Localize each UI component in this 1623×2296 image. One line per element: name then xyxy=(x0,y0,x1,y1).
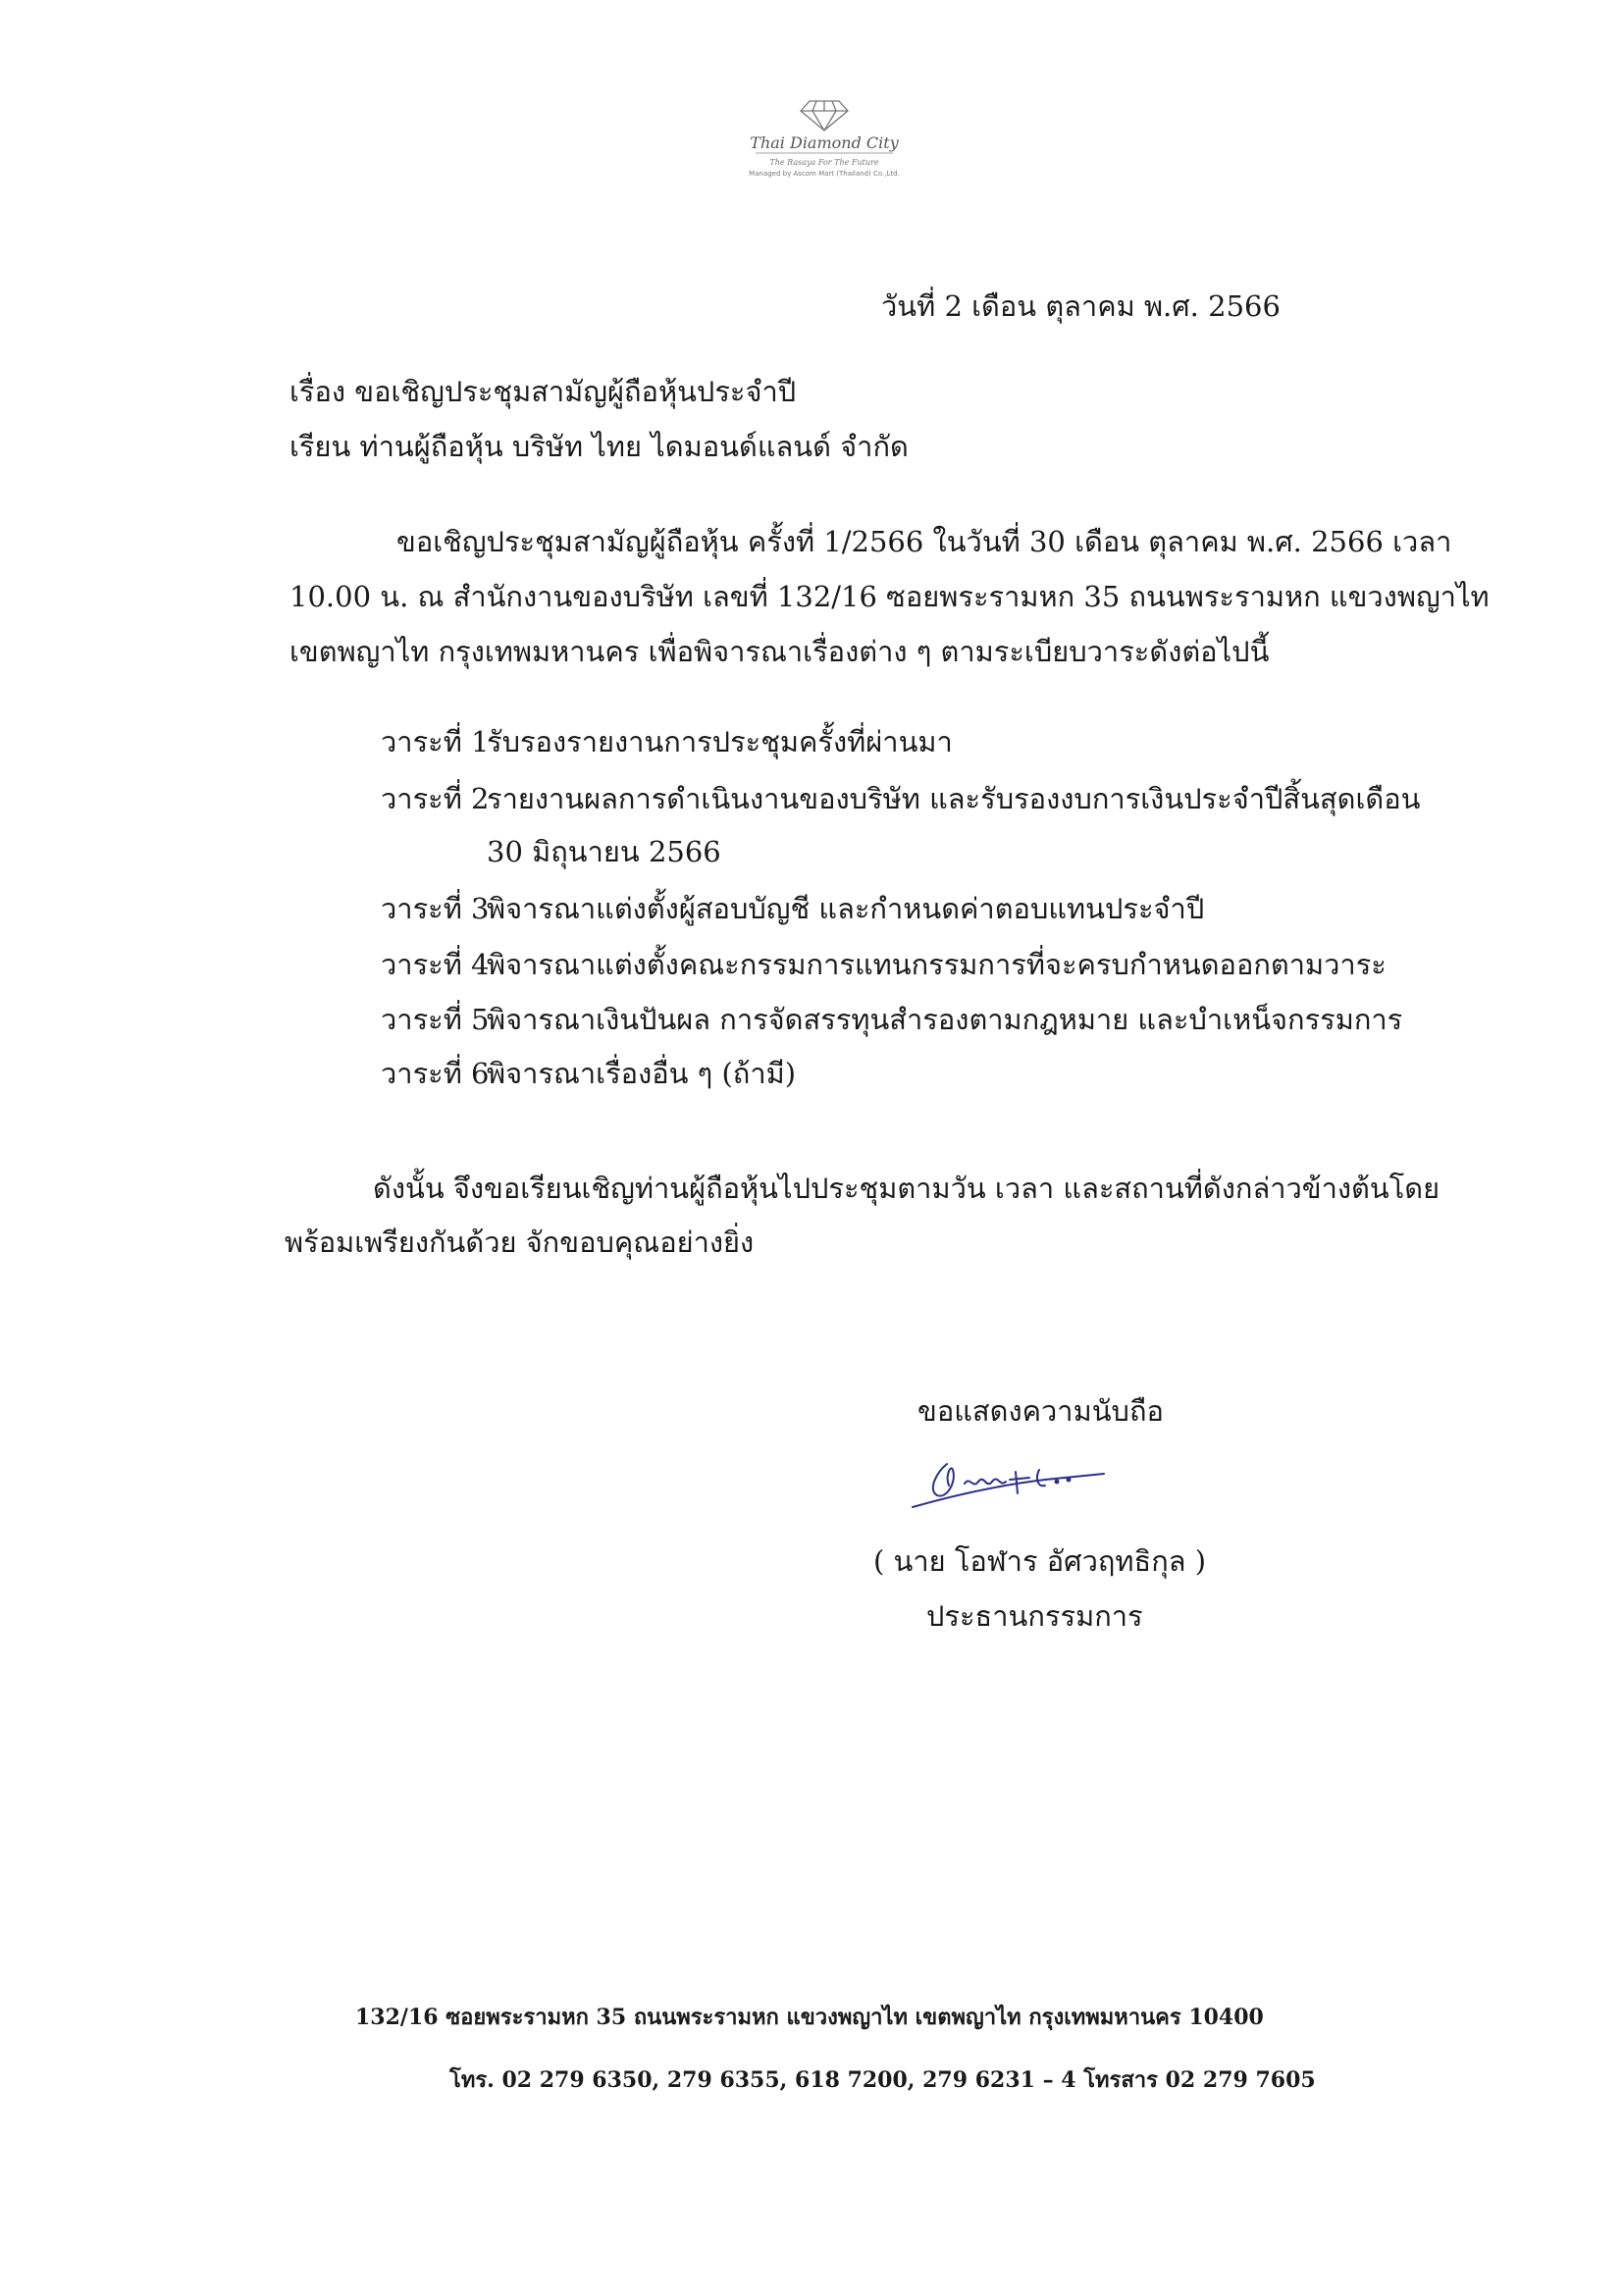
agenda-label-6: วาระที่ 6 xyxy=(381,1057,490,1090)
agenda-text-5: พิจารณาเงินปันผล การจัดสรรทุนสำรองตามกฎหมาย และบำเหน็จกรรมการ xyxy=(487,1003,1403,1036)
agenda-label-2: วาระที่ 2 xyxy=(381,782,490,815)
agenda-text-2: รายงานผลการดำเนินงานของบริษัท และรับรองงบการเงินประจำปีสิ้นสุดเดือน xyxy=(487,782,1421,815)
letter-date: วันที่ 2 เดือน ตุลาคม พ.ศ. 2566 xyxy=(881,289,1281,323)
agenda-label-1: วาระที่ 1 xyxy=(381,725,490,758)
diamond-icon xyxy=(707,93,942,191)
letter-recipient: เรียน ท่านผู้ถือหุ้น บริษัท ไทย ไดมอนด์แลนด์ จำกัด xyxy=(289,430,909,463)
logo-tagline: The Rasaya For The Future xyxy=(769,158,879,167)
letter-subject: เรื่อง ขอเชิญประชุมสามัญผู้ถือหุ้นประจำปี xyxy=(289,375,797,408)
agenda-label-3: วาระที่ 3 xyxy=(381,892,490,925)
signature xyxy=(908,1452,1114,1521)
logo-managed-by: Managed by Ascom Mart (Thailand) Co.,Ltd. xyxy=(749,170,900,178)
signer-name: ( นาย โอฬาร อัศวฤทธิกุล ) xyxy=(873,1544,1207,1578)
agenda-text-4: พิจารณาแต่งตั้งคณะกรรมการแทนกรรมการที่จะครบกำหนดออกตามวาระ xyxy=(487,948,1387,981)
closing-line-1: ดังนั้น จึงขอเรียนเชิญท่านผู้ถือหุ้นไปประชุมตามวัน เวลา และสถานที่ดังกล่าวข้างต้นโดย xyxy=(373,1172,1440,1205)
agenda-label-5: วาระที่ 5 xyxy=(381,1003,490,1036)
footer-phones: โทร. 02 279 6350, 279 6355, 618 7200, 279 6231 – 4 โทรสาร 02 279 7605 xyxy=(449,2067,1316,2093)
agenda-text-1: รับรองรายงานการประชุมครั้งที่ผ่านมา xyxy=(487,725,953,758)
footer-address: 132/16 ซอยพระรามหก 35 ถนนพระรามหก แขวงพญาไท เขตพญาไท กรุงเทพมหานคร 10400 xyxy=(355,2005,1264,2030)
intro-line-2: 10.00 น. ณ สำนักงานของบริษัท เลขที่ 132/16 ซอยพระรามหก 35 ถนนพระรามหก แขวงพญาไท xyxy=(289,580,1490,613)
intro-line-3: เขตพญาไท กรุงเทพมหานคร เพื่อพิจารณาเรื่องต่าง ๆ ตามระเบียบวาระดังต่อไปนี้ xyxy=(289,635,1270,668)
letterhead-logo xyxy=(707,93,942,191)
regards: ขอแสดงความนับถือ xyxy=(917,1394,1164,1428)
intro-line-1: ขอเชิญประชุมสามัญผู้ถือหุ้น ครั้งที่ 1/2566 ในวันที่ 30 เดือน ตุลาคม พ.ศ. 2566 เวลา xyxy=(396,525,1452,558)
agenda-text-3: พิจารณาแต่งตั้งผู้สอบบัญชี และกำหนดค่าตอบแทนประจำปี xyxy=(487,892,1205,925)
signer-title: ประธานกรรมการ xyxy=(926,1599,1143,1633)
agenda-label-4: วาระที่ 4 xyxy=(381,948,490,981)
agenda-text-2-continuation: 30 มิถุนายน 2566 xyxy=(487,835,721,868)
logo-brand: Thai Diamond City xyxy=(750,133,899,152)
agenda-text-6: พิจารณาเรื่องอื่น ๆ (ถ้ามี) xyxy=(487,1057,797,1090)
closing-line-2: พร้อมเพรียงกันด้วย จักขอบคุณอย่างยิ่ง xyxy=(285,1226,755,1259)
